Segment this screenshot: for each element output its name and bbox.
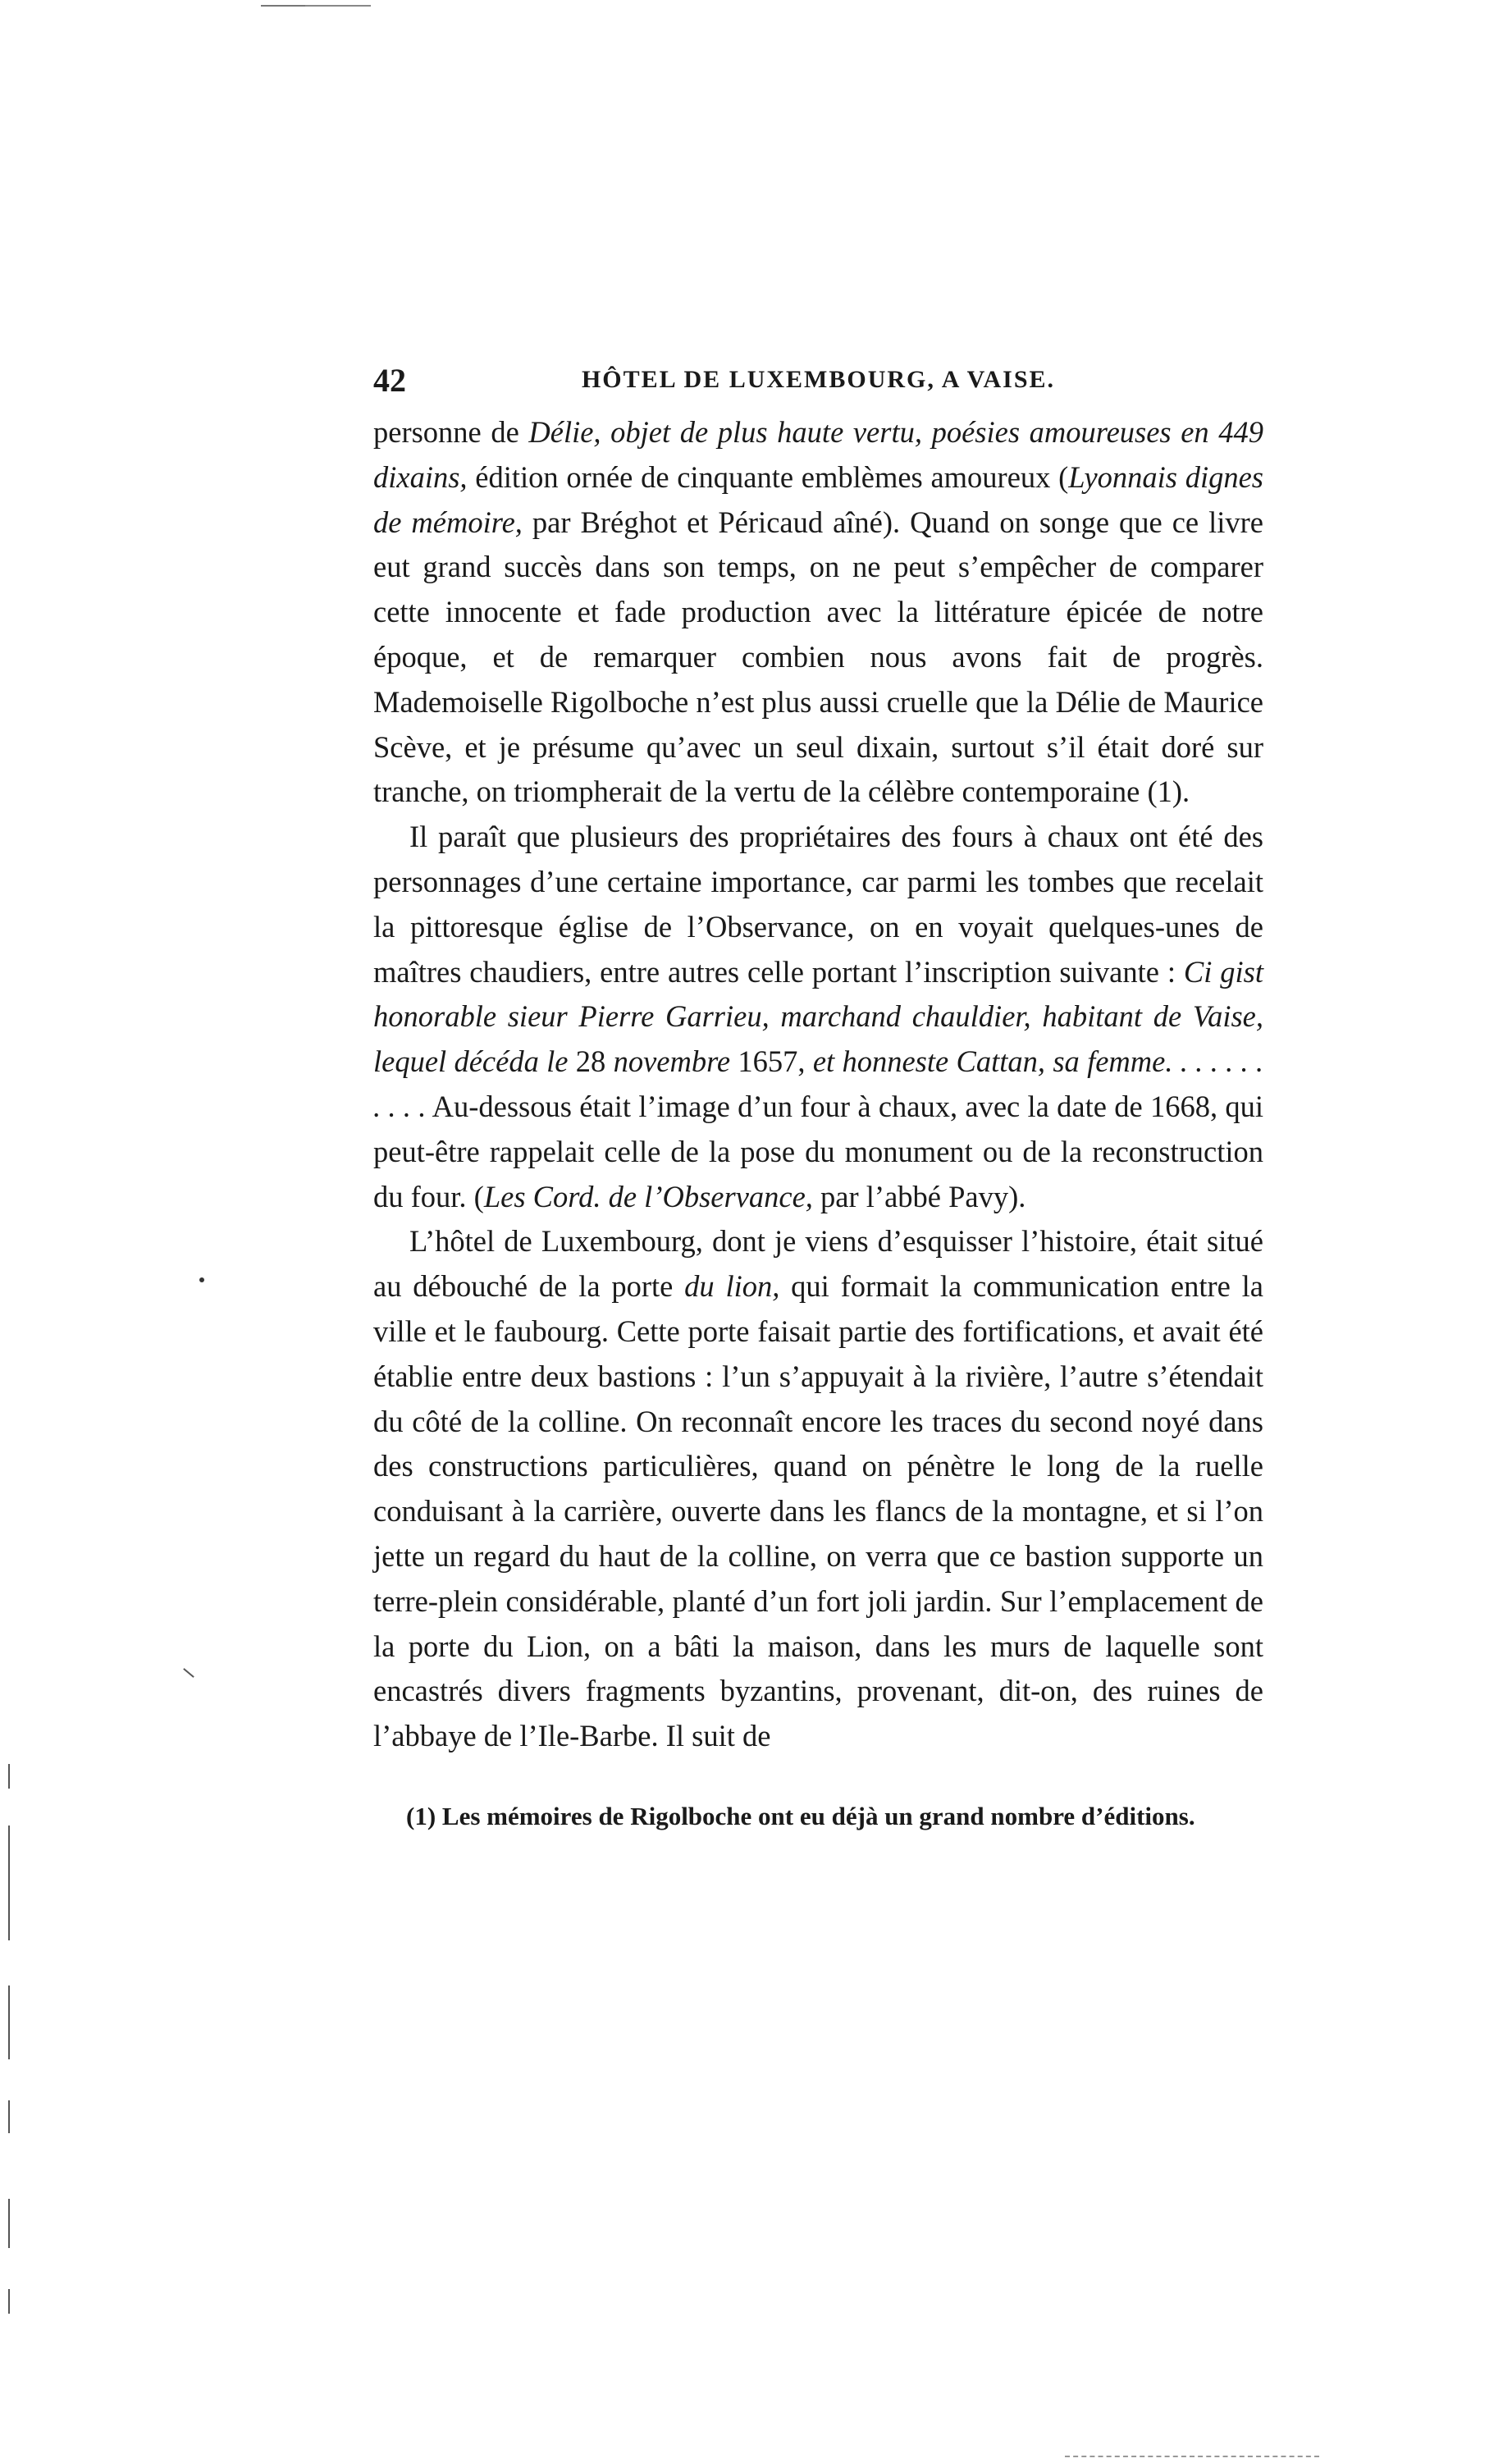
bottom-edge-rule [1065,2456,1319,2457]
running-head [373,361,1263,410]
italic-run: Les Cord. de l’Observance, [483,1179,813,1213]
text-run: Il paraît que plusieurs des propriétaires des fours à chaux ont été des personnages d’une certaine importance, car parmi les tombes que recelait la pittoresque église de l’Observance, on en voyait quelques-unes de maîtres chaudiers, entre autres celle portant l’inscription suivante : [373,820,1263,989]
italic-run: novembre [613,1044,731,1079]
book-page [373,361,1263,1833]
stray-mark [183,1668,194,1678]
text-run: Au-dessous était l’image d’un four à chaux, avec la date de 1668, qui peut-être rappelait celle de la pose du monument ou de la reconstruction du four. ( [373,1089,1263,1213]
paragraph [373,815,1263,1219]
left-edge-mark [8,2100,10,2133]
italic-run: et honneste Cattan, sa femme. . . . . . . . . . . [373,1044,1263,1123]
italic-run: Délie, objet de plus haute vertu, poésies amoureuses en 449 dixains, [373,415,1263,494]
left-edge-mark [8,1764,10,1789]
stray-dot [199,1277,204,1282]
paragraph [373,410,1263,815]
left-edge-mark [8,1826,10,1940]
left-edge-mark [8,2199,10,2248]
left-edge-mark [8,1985,10,2059]
text-run: par Bréghot et Péricaud aîné). Quand on songe que ce livre eut grand succès dans son temps, on ne peut s’empêcher de comparer cette innocente et fade production avec la littérature épicée de notre époque, et de remarquer combien nous avons fait de progrès. Mademoiselle Rigolboche n’est plus aussi cruelle que la Délie de Maurice Scève, et je présume qu’avec un seul dixain, surtout s’il était doré sur tranche, on triompherait de la vertu de la célèbre contemporaine (1). [373,505,1263,809]
text-run: L’hôtel de Luxembourg, dont je viens d’esquisser l’histoire, était situé au débouché de la porte [373,1224,1263,1304]
text-run: 1657, [730,1044,813,1079]
italic-run: Ci gist honorable sieur Pierre Garrieu, marchand chauldier, habitant de Vaise, lequel décéda le [373,954,1263,1079]
left-edge-mark [8,2289,10,2314]
body-text [373,410,1263,1759]
footnote: (1) Les mémoires de Rigolboche ont eu déjà un grand nombre d’éditions. [406,1801,1195,1830]
italic-run: du lion, [684,1269,780,1304]
text-run: 28 [568,1044,614,1079]
page-number: 42 [373,362,406,399]
text-run: édition ornée de cinquante emblèmes amoureux ( [467,459,1069,494]
paragraph [373,1219,1263,1759]
text-run: par l’abbé Pavy). [812,1179,1026,1213]
text-run: qui formait la communication entre la ville et le faubourg. Cette porte faisait partie des fortifications, et avait été établie entre deux bastions : l’un s’appuyait à la rivière, l’autre s’étendait du côté de la colline. On reconnaît encore les traces du second noyé dans des constructions particulières, quand on pénètre le long de la ruelle conduisant à la carrière, ouverte dans les flancs de la montagne, et si l’on jette un regard du haut de la colline, on verra que ce bastion supporte un terre-plein considérable, planté d’un fort joli jardin. Sur l’emplacement de la porte du Lion, on a bâti la maison, dans les murs de laquelle sont encastrés divers fragments byzantins, provenant, dit-on, des ruines de l’abbaye de l’Ile-Barbe. Il suit de [373,1269,1263,1753]
running-title: HÔTEL DE LUXEMBOURG, A VAISE. [581,366,1056,393]
top-edge-rule [305,5,371,7]
italic-run: Lyonnais dignes de mémoire, [373,459,1263,539]
text-run: personne de [373,415,529,449]
